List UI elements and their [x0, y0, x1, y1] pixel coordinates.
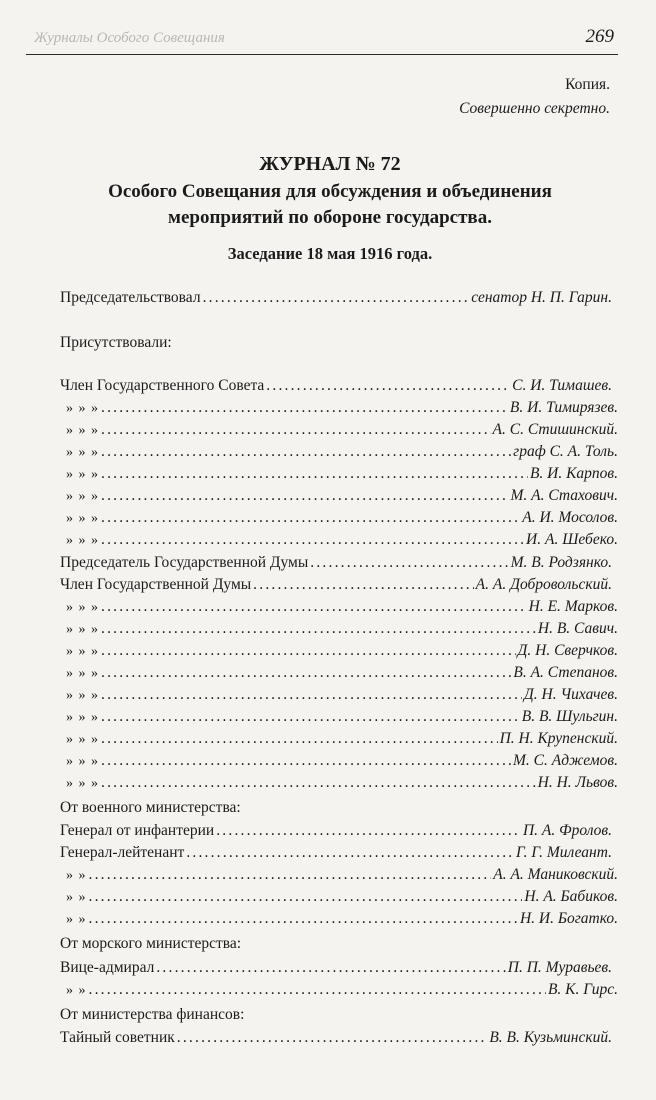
ditto-mark: » » »: [66, 533, 99, 548]
roster-role-label: От морского министерства:: [60, 935, 242, 952]
journal-subtitle-line2: мероприятий по обороне государства.: [168, 207, 492, 228]
roster-person-name: В. К. Гирс.: [547, 981, 618, 998]
roster-line: [66, 463, 618, 485]
roster-person-name: П. Н. Крупенский.: [499, 730, 618, 747]
ditto-mark: » » »: [66, 489, 99, 504]
roster-person-name: А. С. Стишинский.: [492, 421, 618, 438]
dot-leader: [101, 419, 491, 441]
dot-leader: [101, 596, 527, 618]
ditto-mark: » » »: [66, 467, 99, 482]
ditto-mark: » »: [66, 983, 87, 998]
roster-line: [66, 397, 618, 419]
roster-line: [60, 842, 612, 864]
roster-person-name: В. И. Карпов.: [529, 465, 618, 482]
dot-leader: [101, 485, 508, 507]
ditto-mark: » » »: [66, 644, 99, 659]
roster-line: [60, 552, 612, 574]
roster-role-label: Председательствовал: [60, 289, 201, 306]
roster-line: [66, 684, 618, 706]
roster-line: [66, 864, 618, 886]
roster-person-name: В. В. Кузьминский.: [489, 1029, 612, 1046]
roster-role-label: От министерства финансов:: [60, 1006, 245, 1023]
dot-leader: [101, 728, 498, 750]
roster-line: [60, 287, 612, 309]
dot-leader: [101, 397, 508, 419]
roster-line: [60, 957, 612, 979]
roster-person-name: Д. Н. Чихачев.: [523, 686, 618, 703]
ditto-mark: » » »: [66, 445, 99, 460]
roster-person-name: М. С. Аджемов.: [512, 752, 618, 769]
dot-leader: [101, 529, 524, 551]
roster-line: [66, 596, 618, 618]
roster-line: [60, 1027, 612, 1049]
roster-role-label: Вице-адмирал: [60, 959, 155, 976]
roster-line: [66, 706, 618, 728]
dot-leader: [101, 507, 520, 529]
session-date: Заседание 18 мая 1916 года.: [227, 244, 433, 263]
dot-leader: [89, 979, 546, 1001]
roster-role-label: Генерал-лейтенант: [60, 844, 185, 861]
roster-person-name: А. И. Мосолов.: [522, 509, 618, 526]
roster-person-name: П. А. Фролов.: [522, 822, 612, 839]
dot-leader: [101, 618, 536, 640]
ditto-mark: » »: [66, 868, 87, 883]
roster-line: [66, 750, 618, 772]
roster-role-label: Генерал от инфантерии: [60, 822, 215, 839]
dot-leader: [177, 1027, 488, 1049]
dot-leader: [89, 886, 523, 908]
ditto-mark: » » »: [66, 688, 99, 703]
roster-person-name: граф С. А. Толь.: [513, 443, 618, 460]
journal-subtitle-line1: Особого Совещания для обсуждения и объединения: [108, 181, 552, 202]
ditto-mark: » » »: [66, 710, 99, 725]
dot-leader: [216, 820, 521, 842]
roster-person-name: А. А. Маниковский.: [493, 866, 618, 883]
roster-person-name: И. А. Шебеко.: [526, 531, 618, 548]
roster-role-label: От военного министерства:: [60, 799, 241, 816]
ditto-mark: » » »: [66, 600, 99, 615]
dot-leader: [101, 441, 511, 463]
roster-line: [66, 662, 618, 684]
dot-leader: [101, 640, 516, 662]
roster-person-name: М. В. Родзянко.: [510, 554, 612, 571]
dot-leader: [186, 842, 514, 864]
ditto-mark: » » »: [66, 511, 99, 526]
roster-role-label: Председатель Государственной Думы: [60, 554, 309, 571]
roster-role-label: Член Государственного Совета: [60, 377, 265, 394]
dot-leader: [266, 375, 510, 397]
roster-person-name: Д. Н. Сверчков.: [517, 642, 618, 659]
roster-person-name: М. А. Стахович.: [510, 487, 618, 504]
roster-person-name: Н. А. Бабиков.: [524, 888, 618, 905]
roster-role-label: Член Государственной Думы: [60, 576, 252, 593]
roster-person-name: сенатор Н. П. Гарин.: [471, 289, 612, 306]
dot-leader: [101, 684, 522, 706]
roster-role-label: Присутствовали:: [60, 334, 172, 351]
dot-leader: [310, 552, 508, 574]
roster-person-name: В. А. Степанов.: [513, 664, 618, 681]
copy-label: Копия.: [565, 76, 610, 93]
roster-line: [66, 419, 618, 441]
roster-line: [60, 820, 612, 842]
roster-person-name: Н. Н. Львов.: [537, 774, 618, 791]
roster-person-name: П. П. Муравьев.: [507, 959, 612, 976]
ditto-mark: » » »: [66, 776, 99, 791]
roster-line: [66, 772, 618, 794]
dot-leader: [101, 750, 511, 772]
roster-line: [66, 886, 618, 908]
ditto-mark: » » »: [66, 423, 99, 438]
page-number: 269: [585, 26, 614, 47]
roster-line: [66, 485, 618, 507]
ditto-mark: » »: [66, 912, 87, 927]
roster-line: [66, 441, 618, 463]
journal-title: ЖУРНАЛ № 72: [259, 153, 401, 175]
roster-person-name: Н. В. Савич.: [537, 620, 618, 637]
roster-person-name: А. А. Добровольский.: [475, 576, 612, 593]
roster-role-label: Тайный советник: [60, 1029, 175, 1046]
dot-leader: [101, 772, 536, 794]
dot-leader: [101, 662, 511, 684]
dot-leader: [101, 463, 528, 485]
roster-line: [66, 618, 618, 640]
roster-line: [60, 1004, 612, 1026]
running-title: Журналы Особого Совещания: [34, 30, 225, 46]
roster-line: [66, 908, 618, 930]
running-header: [26, 26, 618, 55]
roster-line: [66, 728, 618, 750]
roster-person-name: В. В. Шульгин.: [521, 708, 618, 725]
ditto-mark: » » »: [66, 401, 99, 416]
roster-person-name: Г. Г. Милеант.: [516, 844, 612, 861]
roster-line: [66, 507, 618, 529]
ditto-mark: » » »: [66, 754, 99, 769]
ditto-mark: » » »: [66, 622, 99, 637]
dot-leader: [156, 957, 505, 979]
roster-line: [66, 979, 618, 1001]
roster-person-name: С. И. Тимашев.: [512, 377, 612, 394]
roster-person-name: В. И. Тимирязев.: [509, 399, 618, 416]
secrecy-label: Совершенно секретно.: [459, 100, 610, 117]
roster-line: [60, 574, 612, 596]
roster-line: [66, 640, 618, 662]
roster-line: [60, 797, 612, 819]
ditto-mark: » » »: [66, 666, 99, 681]
roster-line: [60, 933, 612, 955]
dot-leader: [101, 706, 520, 728]
dot-leader: [253, 574, 473, 596]
roster-line: [60, 375, 612, 397]
ditto-mark: » »: [66, 890, 87, 905]
dot-leader: [89, 864, 492, 886]
ditto-mark: » » »: [66, 732, 99, 747]
dot-leader: [203, 287, 470, 309]
roster-line: [66, 529, 618, 551]
roster-line: [60, 332, 612, 354]
roster-person-name: Н. Е. Марков.: [528, 598, 618, 615]
dot-leader: [89, 908, 518, 930]
roster-person-name: Н. И. Богатко.: [519, 910, 618, 927]
